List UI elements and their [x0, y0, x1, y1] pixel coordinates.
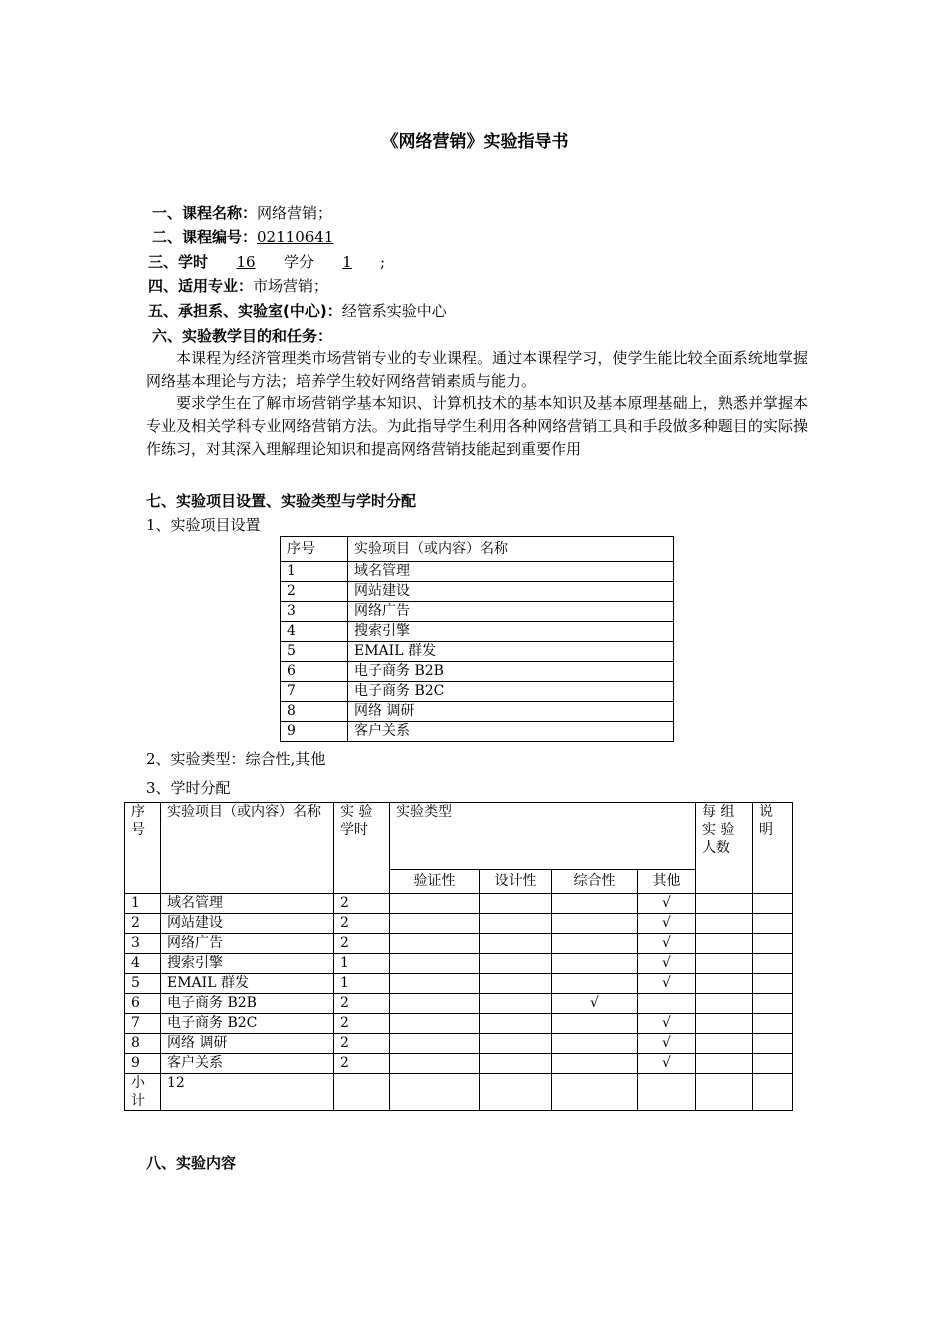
empty-cell [696, 1074, 753, 1111]
header-note: 说明 [753, 803, 793, 894]
cell-hours: 2 [334, 1014, 390, 1034]
cell-verification [390, 974, 480, 994]
cell-design [480, 994, 552, 1014]
empty-cell [753, 1054, 793, 1074]
empty-cell [480, 1074, 552, 1111]
table-row [125, 914, 793, 934]
cell-seq: 3 [281, 602, 348, 622]
cell-seq: 4 [125, 954, 161, 974]
sub-heading-hours-allocation: 3、学时分配 [146, 779, 231, 797]
cell-seq: 7 [125, 1014, 161, 1034]
cell-seq: 1 [281, 562, 348, 582]
cell-name: 网站建设 [161, 914, 334, 934]
cell-seq: 5 [281, 642, 348, 662]
cell-hours: 2 [334, 1034, 390, 1054]
header-hours: 实 验 学时 [334, 803, 390, 894]
cell-comprehensive [552, 934, 638, 954]
major-value: 市场营销； [253, 277, 329, 295]
cell-comprehensive [552, 1054, 638, 1074]
empty-cell [753, 974, 793, 994]
hours-table-body [125, 894, 793, 1074]
cell-verification [390, 1054, 480, 1074]
empty-cell [753, 914, 793, 934]
cell-verification [390, 914, 480, 934]
table-row [125, 974, 793, 994]
project-setup-table [280, 536, 674, 742]
header-comprehensive: 综合性 [552, 870, 638, 894]
cell-seq: 1 [125, 894, 161, 914]
major-line [148, 276, 328, 296]
credit-end: ; [380, 253, 386, 271]
cell-name: 网站建设 [348, 582, 674, 602]
table-row [281, 642, 674, 662]
goal-label: 六、实验教学目的和任务： [152, 327, 333, 345]
cell-seq: 9 [281, 722, 348, 742]
subtotal-label: 小计 [125, 1074, 161, 1111]
table-row [125, 894, 793, 914]
empty-cell [753, 1074, 793, 1111]
cell-seq: 4 [281, 622, 348, 642]
dept-label: 五、承担系、实验室(中心)： [148, 302, 342, 320]
cell-verification [390, 1014, 480, 1034]
cell-seq: 3 [125, 934, 161, 954]
hours-value: 16 [236, 253, 256, 271]
table-row [281, 662, 674, 682]
cell-other [638, 994, 696, 1014]
cell-seq: 5 [125, 974, 161, 994]
cell-hours: 2 [334, 914, 390, 934]
cell-comprehensive [552, 954, 638, 974]
empty-cell [753, 994, 793, 1014]
hours-label: 三、学时 [148, 253, 209, 271]
cell-design [480, 934, 552, 954]
section-7-heading: 七、实验项目设置、实验类型与学时分配 [146, 492, 417, 510]
cell-verification [390, 894, 480, 914]
cell-name: EMAIL 群发 [161, 974, 334, 994]
cell-other: √ [638, 1034, 696, 1054]
cell-comprehensive [552, 1014, 638, 1034]
cell-name: 电子商务 B2C [161, 1014, 334, 1034]
empty-cell [696, 1034, 753, 1054]
table-header-row [125, 803, 793, 870]
cell-comprehensive [552, 974, 638, 994]
course-code-line [152, 227, 333, 247]
table-row [281, 602, 674, 622]
table-row [281, 682, 674, 702]
cell-name: 电子商务 B2B [161, 994, 334, 1014]
cell-other: √ [638, 894, 696, 914]
empty-cell [696, 914, 753, 934]
cell-verification [390, 934, 480, 954]
table-row [281, 622, 674, 642]
table-row [125, 954, 793, 974]
cell-name: 网络广告 [161, 934, 334, 954]
credit-value: 1 [342, 253, 352, 271]
cell-other: √ [638, 974, 696, 994]
cell-design [480, 1054, 552, 1074]
table-row [125, 1054, 793, 1074]
cell-name: 搜索引擎 [348, 622, 674, 642]
cell-design [480, 894, 552, 914]
cell-seq: 2 [281, 582, 348, 602]
cell-design [480, 914, 552, 934]
empty-cell [638, 1074, 696, 1111]
paragraph-2: 要求学生在了解市场营销学基本知识、计算机技术的基本知识及基本原理基础上，熟悉并掌握本专业及相关学科专业网络营销方法。为此指导学生利用各种网络营销工具和手段做多种题目的实际操作练习，对其深入理解理论知识和提高网络营销技能起到重要作用 [146, 394, 808, 458]
empty-cell [696, 934, 753, 954]
cell-design [480, 974, 552, 994]
dept-line [148, 301, 447, 321]
cell-comprehensive [552, 894, 638, 914]
cell-hours: 1 [334, 974, 390, 994]
cell-hours: 1 [334, 954, 390, 974]
cell-name: EMAIL 群发 [348, 642, 674, 662]
table-row [125, 1034, 793, 1054]
dept-value: 经管系实验中心 [341, 302, 447, 320]
empty-cell [696, 1014, 753, 1034]
subtotal-value: 12 [161, 1074, 334, 1111]
table-row [281, 702, 674, 722]
cell-name: 网络广告 [348, 602, 674, 622]
hours-credit-line [148, 252, 385, 272]
cell-name: 电子商务 B2B [348, 662, 674, 682]
course-code-label: 二、课程编号： [152, 228, 258, 246]
header-seq: 序号 [281, 537, 348, 562]
table-row [125, 934, 793, 954]
table-header-row [281, 537, 674, 562]
credit-label: 学分 [284, 253, 315, 271]
cell-design [480, 954, 552, 974]
section-8-heading: 八、实验内容 [146, 1154, 237, 1172]
header-project-name: 实验项目（或内容）名称 [348, 537, 674, 562]
empty-cell [696, 974, 753, 994]
hours-allocation-table [124, 802, 793, 1111]
header-group-size: 每 组 实 验 人数 [696, 803, 753, 894]
table-row [281, 562, 674, 582]
cell-seq: 9 [125, 1054, 161, 1074]
table-row [125, 994, 793, 1014]
goal-line [152, 326, 332, 346]
cell-hours: 2 [334, 994, 390, 1014]
table-row [281, 722, 674, 742]
cell-name: 域名管理 [161, 894, 334, 914]
empty-cell [696, 954, 753, 974]
empty-cell [753, 894, 793, 914]
cell-other: √ [638, 954, 696, 974]
header-seq: 序号 [125, 803, 161, 894]
table-row [281, 582, 674, 602]
cell-name: 客户关系 [161, 1054, 334, 1074]
cell-seq: 8 [281, 702, 348, 722]
cell-name: 搜索引擎 [161, 954, 334, 974]
cell-comprehensive [552, 914, 638, 934]
cell-name: 电子商务 B2C [348, 682, 674, 702]
header-design: 设计性 [480, 870, 552, 894]
cell-hours: 2 [334, 1054, 390, 1074]
empty-cell [753, 954, 793, 974]
cell-design [480, 1014, 552, 1034]
cell-seq: 2 [125, 914, 161, 934]
cell-comprehensive: √ [552, 994, 638, 1014]
course-name-value: 网络营销； [257, 204, 333, 222]
major-label: 四、适用专业： [148, 277, 254, 295]
empty-cell [753, 1014, 793, 1034]
course-name-line [152, 203, 332, 223]
cell-other: √ [638, 914, 696, 934]
cell-seq: 8 [125, 1034, 161, 1054]
cell-other: √ [638, 1054, 696, 1074]
table-row [125, 1014, 793, 1034]
empty-cell [696, 1054, 753, 1074]
cell-name: 域名管理 [348, 562, 674, 582]
sub-heading-project-setup: 1、实验项目设置 [146, 516, 261, 534]
cell-design [480, 1034, 552, 1054]
cell-seq: 6 [125, 994, 161, 1014]
cell-hours: 2 [334, 934, 390, 954]
paragraph-1: 本课程为经济管理类市场营销专业的专业课程。通过本课程学习，使学生能比较全面系统地掌握网络基本理论与方法；培养学生较好网络营销素质与能力。 [146, 349, 808, 390]
subtotal-row [125, 1074, 793, 1111]
cell-verification [390, 954, 480, 974]
cell-name: 网络 调研 [161, 1034, 334, 1054]
cell-other: √ [638, 934, 696, 954]
cell-name: 客户关系 [348, 722, 674, 742]
empty-cell [753, 1034, 793, 1054]
header-other: 其他 [638, 870, 696, 894]
cell-seq: 6 [281, 662, 348, 682]
empty-cell [696, 994, 753, 1014]
course-name-label: 一、课程名称： [152, 204, 258, 222]
cell-other: √ [638, 1014, 696, 1034]
cell-name: 网络 调研 [348, 702, 674, 722]
cell-hours: 2 [334, 894, 390, 914]
course-code-value: 02110641 [257, 228, 334, 246]
cell-seq: 7 [281, 682, 348, 702]
header-verification: 验证性 [390, 870, 480, 894]
cell-verification [390, 1034, 480, 1054]
sub-heading-experiment-type: 2、实验类型：综合性,其他 [146, 750, 326, 768]
cell-verification [390, 994, 480, 1014]
header-experiment-type: 实验类型 [390, 803, 696, 870]
empty-cell [696, 894, 753, 914]
empty-cell [390, 1074, 480, 1111]
empty-cell [334, 1074, 390, 1111]
header-project-name: 实验项目（或内容）名称 [161, 803, 334, 894]
document-title: 《网络营销》实验指导书 [381, 132, 569, 152]
cell-comprehensive [552, 1034, 638, 1054]
empty-cell [753, 934, 793, 954]
empty-cell [552, 1074, 638, 1111]
